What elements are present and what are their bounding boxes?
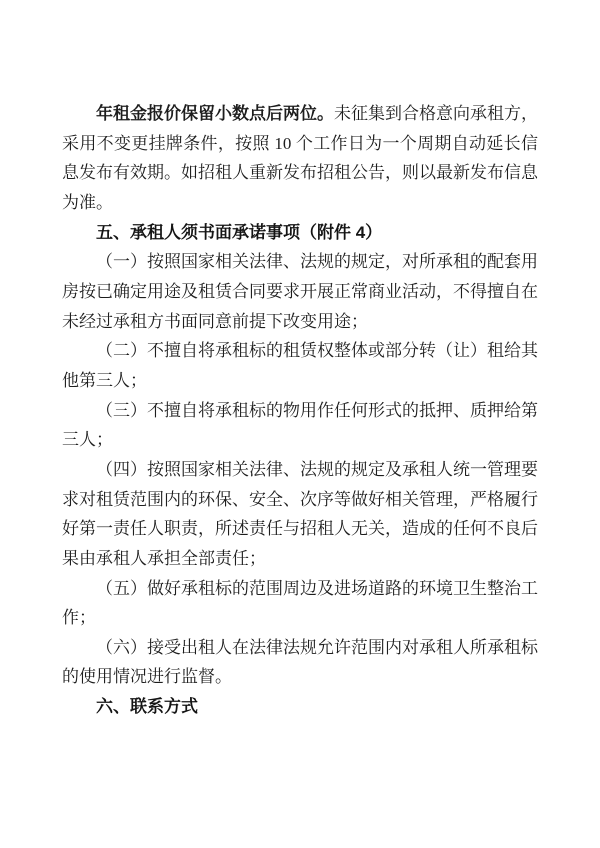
rent-quote-text: 未征集到合格意向承租方，采用不变更挂牌条件，按照 10 个工作日为一个周期自动延长信息发布有效期。如招租人重新发布招租公告，则以最新发布信息为准。 xyxy=(62,104,538,212)
paragraph-rent-quote xyxy=(62,99,538,218)
clause-4: （四）按照国家相关法律、法规的规定及承租人统一管理要求对租赁范围内的环保、安全、次序等做好相关管理，严格履行好第一责任人职责，所述责任与招租人无关，造成的任何不良后果由承租人承担全部责任； xyxy=(62,459,538,568)
rent-quote-bold-lead: 年租金报价保留小数点后两位。 xyxy=(96,104,334,123)
clause-1: （一）按照国家相关法律、法规的规定，对所承租的配套用房按已确定用途及租赁合同要求开展正常商业活动，不得擅自在未经过承租方书面同意前提下改变用途； xyxy=(62,252,538,331)
document-content xyxy=(62,99,538,722)
heading-section-five: 五、承租人须书面承诺事项（附件 4） xyxy=(96,222,383,242)
clause-6: （六）接受出租人在法律法规允许范围内对承租人所承租标的使用情况进行监督。 xyxy=(62,637,538,687)
clause-2: （二）不擅自将承租标的租赁权整体或部分转（让）租给其他第三人； xyxy=(62,341,538,390)
heading-section-six: 六、联系方式 xyxy=(96,697,198,717)
clause-5: （五）做好承租标的范围周边及进场道路的环境卫生整治工作； xyxy=(62,578,538,628)
clause-3: （三）不擅自将承租标的物用作任何形式的抵押、质押给第三人； xyxy=(62,400,538,450)
